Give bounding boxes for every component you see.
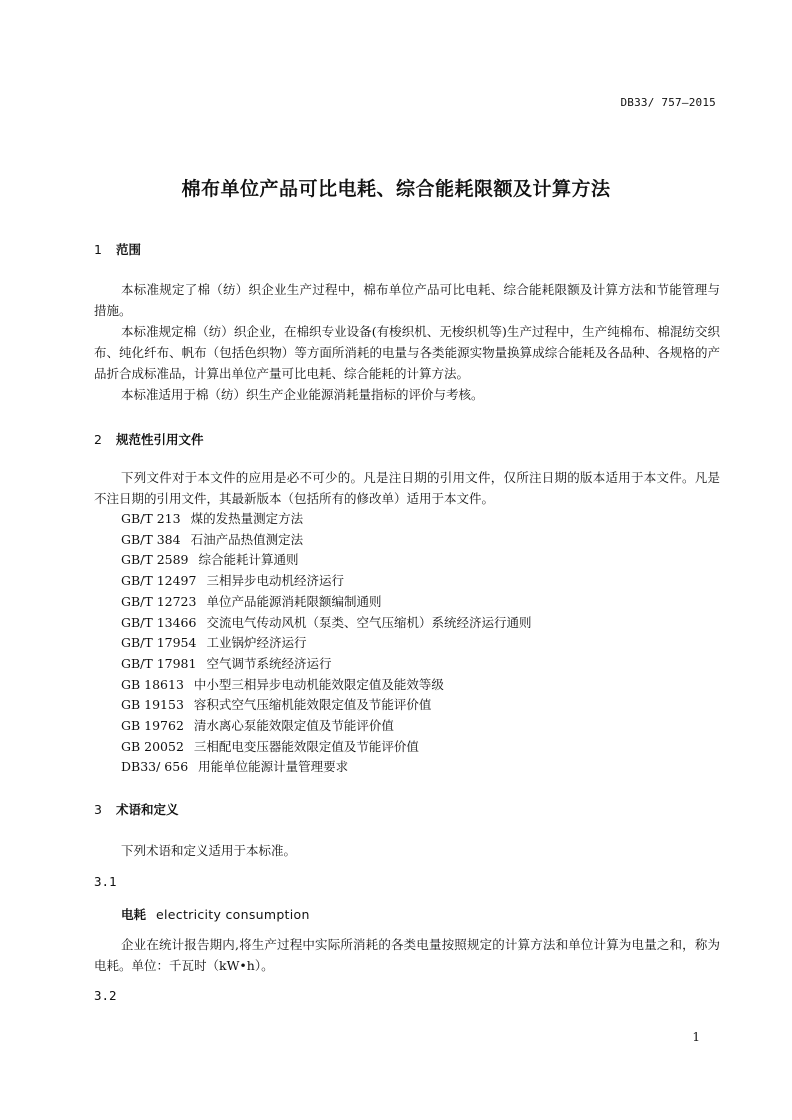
reference-title: 工业锅炉经济运行 — [206, 635, 307, 651]
scope-paragraph-1: 本标准规定了棉（纺）织企业生产过程中，棉布单位产品可比电耗、综合能耗限额及计算方法和节能管理与措施。 — [94, 282, 720, 318]
reference-title: 交流电气传动风机（泵类、空气压缩机）系统经济运行通则 — [206, 614, 532, 630]
document-title: 棉布单位产品可比电耗、综合能耗限额及计算方法 — [181, 178, 611, 200]
section-number: 3 — [94, 802, 102, 817]
reference-title: 单位产品能源消耗限额编制通则 — [206, 593, 382, 609]
reference-item — [121, 571, 531, 592]
reference-code: GB 20052 — [121, 738, 184, 754]
reference-title: 综合能耗计算通则 — [198, 552, 299, 568]
reference-code: GB/T 2589 — [121, 552, 189, 568]
reference-code: GB/T 17954 — [121, 635, 197, 651]
section-heading-normative-references — [94, 430, 204, 448]
reference-title: 用能单位能源计量管理要求 — [198, 759, 349, 775]
section-heading-scope — [94, 240, 141, 258]
term-chinese: 电耗 — [121, 907, 147, 922]
reference-item — [121, 509, 531, 530]
reference-item — [121, 592, 531, 613]
reference-code: GB 18613 — [121, 676, 184, 692]
section-title: 规范性引用文件 — [116, 432, 204, 447]
reference-title: 中小型三相异步电动机能效限定值及能效等级 — [193, 676, 444, 692]
term-entry — [121, 905, 310, 923]
reference-item — [121, 757, 531, 778]
clause-number: 3.2 — [94, 988, 117, 1003]
reference-list — [121, 509, 531, 778]
reference-code: GB/T 17981 — [121, 655, 197, 671]
references-intro: 下列文件对于本文件的应用是必不可少的。凡是注日期的引用文件，仅所注日期的版本适用于本文件。凡是不注日期的引用文件，其最新版本（包括所有的修改单）适用于本文件。 — [94, 470, 720, 506]
reference-item — [121, 530, 531, 551]
standard-code: DB33/ 757—2015 — [620, 96, 716, 109]
reference-code: GB/T 384 — [121, 531, 181, 547]
reference-item — [121, 654, 531, 675]
clause-number: 3.1 — [94, 874, 117, 889]
reference-item — [121, 675, 531, 696]
reference-item — [121, 633, 531, 654]
reference-code: GB/T 213 — [121, 511, 181, 526]
reference-item — [121, 716, 531, 737]
term-definition: 企业在统计报告期内,将生产过程中实际所消耗的各类电量按照规定的计算方法和单位计算为电量之和，称为电耗。单位：千瓦时（kW•h）。 — [94, 937, 720, 973]
terms-intro: 下列术语和定义适用于本标准。 — [121, 843, 297, 858]
reference-code: GB/T 13466 — [121, 614, 197, 630]
reference-title: 石油产品热值测定法 — [190, 531, 304, 547]
reference-code: GB/T 12497 — [121, 573, 197, 589]
reference-item — [121, 550, 531, 571]
reference-code: GB 19153 — [121, 697, 184, 713]
section-number: 1 — [94, 242, 102, 257]
reference-title: 三相配电变压器能效限定值及节能评价值 — [193, 738, 419, 754]
reference-code: GB 19762 — [121, 718, 184, 734]
section-number: 2 — [94, 432, 102, 447]
section-heading-terms — [94, 800, 179, 818]
page-number: 1 — [692, 1030, 700, 1044]
scope-paragraph-3: 本标准适用于棉（纺）织生产企业能源消耗量指标的评价与考核。 — [121, 387, 484, 402]
reference-title: 容积式空气压缩机能效限定值及节能评价值 — [193, 697, 432, 713]
reference-title: 清水离心泵能效限定值及节能评价值 — [193, 718, 394, 734]
reference-title: 煤的发热量测定方法 — [190, 511, 304, 526]
reference-code: DB33/ 656 — [121, 759, 189, 775]
reference-title: 三相异步电动机经济运行 — [206, 573, 344, 589]
term-english: electricity consumption — [156, 907, 310, 922]
reference-item — [121, 737, 531, 758]
reference-item — [121, 613, 531, 634]
reference-code: GB/T 12723 — [121, 593, 197, 609]
section-title: 范围 — [116, 242, 142, 257]
reference-title: 空气调节系统经济运行 — [206, 655, 332, 671]
reference-item — [121, 695, 531, 716]
scope-paragraph-2: 本标准规定棉（纺）织企业，在棉织专业设备(有梭织机、无梭织机等)生产过程中，生产纯棉布、棉混纺交织布、纯化纤布、帆布（包括色织物）等方面所消耗的电量与各类能源实物量换算成综合能耗及各品种、各规格的产品折合成标准品，计算出单位产量可比电耗、综合能耗的计算方法。 — [94, 324, 720, 381]
section-title: 术语和定义 — [116, 802, 179, 817]
